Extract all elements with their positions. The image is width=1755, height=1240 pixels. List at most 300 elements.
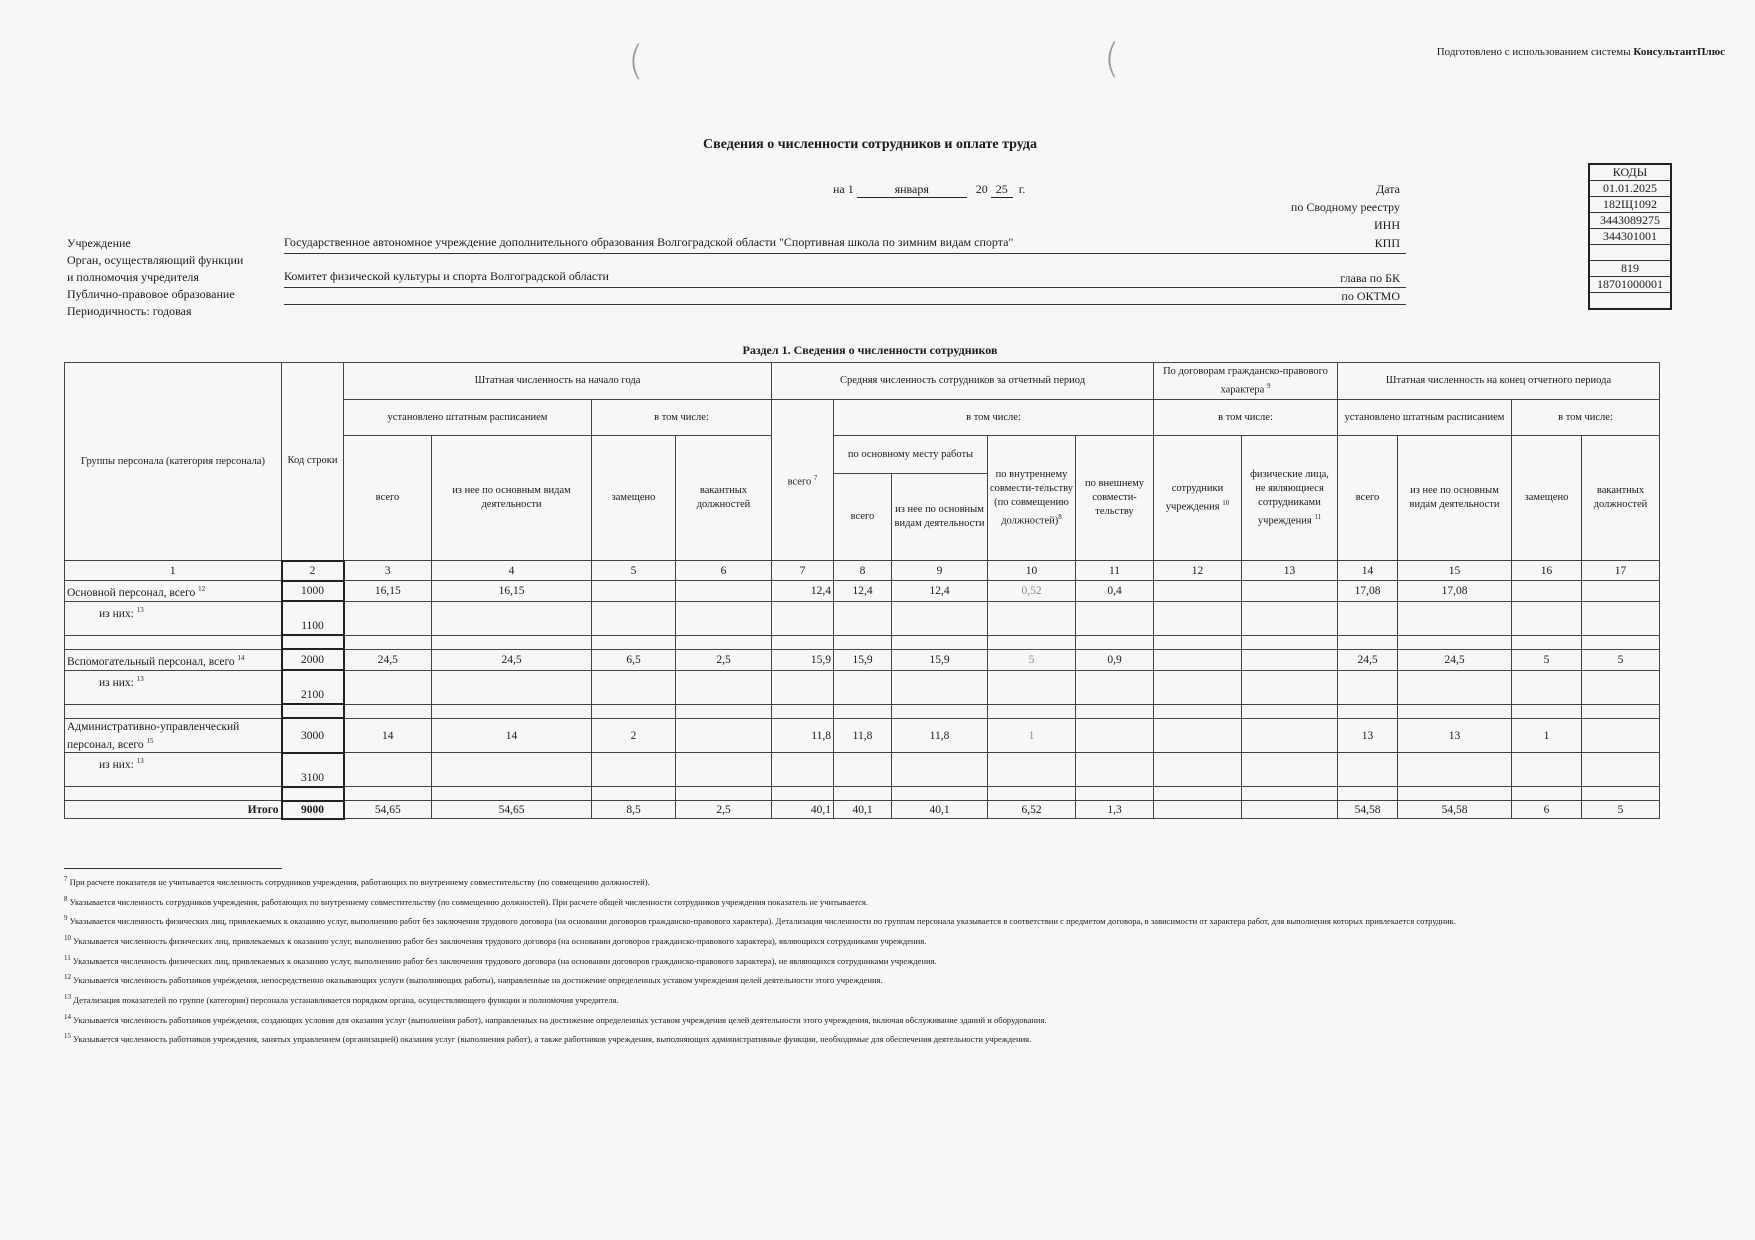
row-label-text: из них: xyxy=(99,607,134,620)
row-label xyxy=(65,649,282,670)
spacer-cell xyxy=(1154,787,1242,801)
header-vacant: вакантных должностей xyxy=(676,436,772,561)
footnote-number: 15 xyxy=(64,1032,71,1041)
header-total: всего xyxy=(1338,436,1398,561)
total-value: 40,1 xyxy=(772,801,834,819)
footnote-number: 8 xyxy=(64,894,68,903)
total-value: 54,58 xyxy=(1398,801,1512,819)
info-labels xyxy=(67,235,243,320)
header-avg: Средняя численность сотрудников за отчетный период xyxy=(772,363,1154,400)
footnote xyxy=(64,1011,1624,1027)
header-avg-total-text: всего xyxy=(787,476,812,488)
spacer-row xyxy=(65,787,1660,801)
prepared-brand: КонсультантПлюс xyxy=(1633,46,1725,58)
cell-value xyxy=(834,753,892,787)
header-incl: в том числе: xyxy=(592,400,772,436)
footnote-text: Детализация показателей по группе (категории) персонала устанавливается порядком органа, осуществляющего функции и полномочия учредителя. xyxy=(73,994,619,1005)
spacer-cell xyxy=(892,787,988,801)
cell-value xyxy=(1154,753,1242,787)
cell-value: 0,9 xyxy=(1076,649,1154,670)
spacer-cell xyxy=(988,635,1076,649)
spacer-cell xyxy=(1398,635,1512,649)
footnote xyxy=(64,971,1624,987)
cell-value: 12,4 xyxy=(772,581,834,602)
column-number: 12 xyxy=(1154,561,1242,581)
column-number: 5 xyxy=(592,561,676,581)
cell-value: 24,5 xyxy=(1338,649,1398,670)
spacer-cell xyxy=(432,704,592,718)
cell-value xyxy=(1582,670,1660,704)
header-end: Штатная численность на конец отчетного периода xyxy=(1338,363,1660,400)
column-number: 8 xyxy=(834,561,892,581)
table-row xyxy=(65,601,1660,635)
cell-value: 16,15 xyxy=(432,581,592,602)
column-numbers-row xyxy=(65,561,1660,581)
column-number: 4 xyxy=(432,561,592,581)
spacer-cell xyxy=(1582,635,1660,649)
cell-value xyxy=(1242,581,1338,602)
spacer-cell xyxy=(344,704,432,718)
cell-value xyxy=(1512,601,1582,635)
code-empty xyxy=(1589,293,1671,310)
cell-value xyxy=(432,753,592,787)
header-established: установлено штатным расписанием xyxy=(344,400,592,436)
total-value: 54,65 xyxy=(344,801,432,819)
date-suffix: г. xyxy=(1018,182,1026,196)
row-label xyxy=(65,601,282,635)
code-oktmo: 18701000001 xyxy=(1589,277,1671,293)
prepared-with-note xyxy=(1437,46,1725,58)
spacer-cell xyxy=(676,635,772,649)
spacer-cell xyxy=(344,787,432,801)
cell-value xyxy=(1582,718,1660,753)
footnote xyxy=(64,932,1624,948)
cell-value xyxy=(892,670,988,704)
row-label-footnote: 12 xyxy=(198,585,206,593)
spacer-cell xyxy=(834,787,892,801)
cell-value xyxy=(988,601,1076,635)
footnote-text: Указывается численность физических лиц, привлекаемых к оказанию услуг, выполнению работ без заключения трудового договора (на основании договоров гражданско-правового характера). Детализация численности по группам персонала указывается в соответствии с предметом договора, в зависимости от характера работ, для выполнения которых привлекается сотрудник. xyxy=(69,916,1457,927)
footnote-number: 9 xyxy=(64,914,68,923)
prepared-text: Подготовлено с использованием системы xyxy=(1436,46,1631,58)
code-bk: 819 xyxy=(1589,261,1671,277)
footnotes xyxy=(64,868,1624,1050)
cell-value xyxy=(1512,670,1582,704)
column-number: 1 xyxy=(65,561,282,581)
spacer-cell xyxy=(1076,704,1154,718)
spacer-cell xyxy=(282,635,344,649)
code-empty xyxy=(1589,245,1671,261)
cell-value xyxy=(1582,601,1660,635)
table-row xyxy=(65,718,1660,753)
rule xyxy=(284,253,1406,254)
code-registry: 182Щ1092 xyxy=(1589,197,1671,213)
header-main-activity: из нее по основным видам деятельности xyxy=(892,474,988,561)
header-persons-text: физические лица, не являющиеся сотрудниками учреждения xyxy=(1250,468,1329,527)
cell-value xyxy=(1076,718,1154,753)
spacer-cell xyxy=(1076,787,1154,801)
cell-value xyxy=(1338,670,1398,704)
label-public-entity: Публично-правовое образование xyxy=(67,287,235,301)
spacer-cell xyxy=(1076,635,1154,649)
footnote xyxy=(64,893,1624,909)
row-label-text: из них: xyxy=(99,759,134,772)
footnote-number: 7 xyxy=(64,875,68,883)
column-number: 9 xyxy=(892,561,988,581)
total-label: Итого xyxy=(65,801,282,819)
footnote-number: 14 xyxy=(64,1012,71,1021)
report-date xyxy=(833,182,1025,198)
cell-value: 17,08 xyxy=(1398,581,1512,602)
cell-value xyxy=(772,601,834,635)
cell-value xyxy=(772,753,834,787)
header-vacant: вакантных должностей xyxy=(1582,436,1660,561)
cell-value xyxy=(344,601,432,635)
spacer-cell xyxy=(65,704,282,718)
cell-value xyxy=(1582,581,1660,602)
footnote-separator xyxy=(64,868,282,869)
code-inn: 3443089275 xyxy=(1589,213,1671,229)
cell-value: 5 xyxy=(1512,649,1582,670)
hole-punch-mark: ( xyxy=(628,38,644,84)
cell-value xyxy=(1076,753,1154,787)
code-kpp: 344301001 xyxy=(1589,229,1671,245)
cell-value xyxy=(676,601,772,635)
code-label-oktmo: по ОКТМО xyxy=(1341,289,1400,303)
spacer-row xyxy=(65,704,1660,718)
footnote-text: Указывается численность работников учреждения, создающих условия для оказания услуг (выполнения работ), направленных на достижение определенных уставом учреждения целей деятельности этого учреждения, включая обслуживание зданий и оборудования. xyxy=(73,1014,1047,1025)
total-value: 5 xyxy=(1582,801,1660,819)
header-main-place: по основному месту работы xyxy=(834,436,988,474)
row-code: 3100 xyxy=(282,753,344,787)
header-external: по внешнему совмести-тельству xyxy=(1076,436,1154,561)
spacer-cell xyxy=(65,635,282,649)
section-title: Раздел 1. Сведения о численности сотрудников xyxy=(742,343,998,357)
row-label xyxy=(65,753,282,787)
code-date: 01.01.2025 xyxy=(1589,181,1671,197)
footnote-number: 13 xyxy=(64,992,71,1001)
date-prefix: на 1 xyxy=(833,182,854,196)
cell-value xyxy=(1154,718,1242,753)
row-label-text: из них: xyxy=(99,676,134,689)
header-start: Штатная численность на начало года xyxy=(344,363,772,400)
header-total: всего xyxy=(834,474,892,561)
total-code: 9000 xyxy=(282,801,344,819)
spacer-cell xyxy=(1338,787,1398,801)
label-periodicity: Периодичность: годовая xyxy=(67,304,192,318)
column-number: 16 xyxy=(1512,561,1582,581)
row-code: 2100 xyxy=(282,670,344,704)
total-value: 40,1 xyxy=(892,801,988,819)
spacer-cell xyxy=(1154,635,1242,649)
cell-value: 11,8 xyxy=(892,718,988,753)
total-value: 1,3 xyxy=(1076,801,1154,819)
cell-value: 24,5 xyxy=(432,649,592,670)
spacer-cell xyxy=(1154,704,1242,718)
footnote xyxy=(64,873,1624,889)
spacer-cell xyxy=(1512,704,1582,718)
header-gph-text: По договорам гражданско-правового характера xyxy=(1163,365,1328,396)
cell-value: 6,5 xyxy=(592,649,676,670)
cell-value: 0,52 xyxy=(988,581,1076,602)
spacer-cell xyxy=(1582,787,1660,801)
row-code: 2000 xyxy=(282,649,344,670)
cell-value xyxy=(1154,670,1242,704)
cell-value xyxy=(1076,601,1154,635)
cell-value xyxy=(432,601,592,635)
staff-table xyxy=(64,362,1660,820)
header-filled: замещено xyxy=(1512,436,1582,561)
rule xyxy=(284,304,1406,305)
founder-value: Комитет физической культуры и спорта Волгоградской области xyxy=(284,269,609,283)
cell-value xyxy=(1398,601,1512,635)
header-internal: по внутреннему совмести-тельству (по совмещению должностей)$^8$ xyxy=(988,436,1076,561)
cell-value: 2,5 xyxy=(676,649,772,670)
footnote-text: Указывается численность работников учреждения, занятых управлением (организацией) оказания услуг (выполнения работ), а также работников учреждения, выполняющих административные функции, необходимые для обеспечения деятельности учреждения. xyxy=(73,1034,1032,1045)
column-number: 7 xyxy=(772,561,834,581)
spacer-cell xyxy=(65,787,282,801)
hole-punch-mark: ( xyxy=(1104,36,1120,82)
cell-value: 24,5 xyxy=(344,649,432,670)
total-value: 8,5 xyxy=(592,801,676,819)
row-label-footnote: 13 xyxy=(136,674,144,683)
total-value xyxy=(1242,801,1338,819)
spacer-cell xyxy=(1338,704,1398,718)
cell-value xyxy=(344,670,432,704)
date-year: 25 xyxy=(991,182,1013,198)
spacer-cell xyxy=(592,635,676,649)
spacer-row xyxy=(65,635,1660,649)
header-staff-text: сотрудники учреждения xyxy=(1165,482,1224,513)
total-value: 54,65 xyxy=(432,801,592,819)
cell-value xyxy=(1338,753,1398,787)
header-avg-total: всего $^7$ xyxy=(772,400,834,561)
spacer-cell xyxy=(676,787,772,801)
cell-value xyxy=(1242,601,1338,635)
cell-value xyxy=(592,581,676,602)
cell-value xyxy=(1242,670,1338,704)
column-number: 11 xyxy=(1076,561,1154,581)
row-code: 1000 xyxy=(282,581,344,602)
spacer-cell xyxy=(1242,787,1338,801)
row-label xyxy=(65,670,282,704)
cell-value xyxy=(592,601,676,635)
row-label-footnote: 13 xyxy=(136,757,144,766)
total-row xyxy=(65,801,1660,819)
institution-value: Государственное автономное учреждение дополнительного образования Волгоградской области "Спортивная школа по зимним видам спорта" xyxy=(284,235,1014,249)
spacer-cell xyxy=(282,787,344,801)
spacer-cell xyxy=(834,635,892,649)
column-number: 13 xyxy=(1242,561,1338,581)
cell-value: 15,9 xyxy=(834,649,892,670)
cell-value: 12,4 xyxy=(892,581,988,602)
footnote-text: Указывается численность работников учреждения, непосредственно оказывающих услуги (выполняющих работы), направленные на достижение определенных уставом учреждения целей деятельности этого учреждения. xyxy=(73,975,883,986)
cell-value: 2 xyxy=(592,718,676,753)
table-row xyxy=(65,649,1660,670)
header-established: установлено штатным расписанием xyxy=(1338,400,1512,436)
code-label-inn: ИНН xyxy=(1374,218,1400,232)
footnote-number: 10 xyxy=(64,933,71,942)
cell-value xyxy=(1076,670,1154,704)
column-number: 14 xyxy=(1338,561,1398,581)
spacer-cell xyxy=(892,704,988,718)
codes-header: КОДЫ xyxy=(1589,164,1671,181)
header-groups: Группы персонала (категория персонала) xyxy=(65,363,282,561)
footnote xyxy=(64,1030,1624,1046)
spacer-cell xyxy=(1398,787,1512,801)
cell-value xyxy=(834,601,892,635)
spacer-cell xyxy=(1242,704,1338,718)
column-number: 17 xyxy=(1582,561,1660,581)
row-code: 3000 xyxy=(282,718,344,753)
footnote xyxy=(64,912,1624,928)
cell-value xyxy=(988,670,1076,704)
header-main-activity: из нее по основным видам деятельности xyxy=(1398,436,1512,561)
cell-value: 1 xyxy=(1512,718,1582,753)
date-month: января xyxy=(857,182,967,198)
code-label-registry: по Сводному реестру xyxy=(1290,200,1400,214)
cell-value xyxy=(432,670,592,704)
cell-value: 11,8 xyxy=(834,718,892,753)
cell-value: 16,15 xyxy=(344,581,432,602)
cell-value xyxy=(1398,670,1512,704)
spacer-cell xyxy=(592,704,676,718)
header-total: всего xyxy=(344,436,432,561)
cell-value xyxy=(1154,649,1242,670)
cell-value: 14 xyxy=(432,718,592,753)
cell-value: 12,4 xyxy=(834,581,892,602)
cell-value xyxy=(1512,753,1582,787)
column-number: 15 xyxy=(1398,561,1512,581)
row-label-text: Основной персонал, всего xyxy=(67,586,196,599)
cell-value: 15,9 xyxy=(892,649,988,670)
row-label-text: Вспомогательный персонал, всего xyxy=(67,655,235,668)
date-year-prefix: 20 xyxy=(975,182,988,196)
cell-value xyxy=(1398,753,1512,787)
cell-value xyxy=(988,753,1076,787)
cell-value: 24,5 xyxy=(1398,649,1512,670)
cell-value xyxy=(1242,718,1338,753)
total-value: 54,58 xyxy=(1338,801,1398,819)
row-label-footnote: 14 xyxy=(237,653,245,662)
footnote-text: Указывается численность физических лиц, привлекаемых к оказанию услуг, выполнению работ без заключения трудового договора (на основании договоров гражданско-правового характера), являющихся сотрудниками учреждения. xyxy=(73,935,927,946)
table-row xyxy=(65,581,1660,602)
footnote-number: 12 xyxy=(64,973,71,982)
spacer-cell xyxy=(1582,704,1660,718)
header-code: Код строки xyxy=(282,363,344,561)
column-number: 6 xyxy=(676,561,772,581)
cell-value: 14 xyxy=(344,718,432,753)
spacer-cell xyxy=(592,787,676,801)
spacer-cell xyxy=(772,635,834,649)
row-label-text: Административно-управленческий персонал, всего xyxy=(67,720,240,751)
cell-value xyxy=(1154,581,1242,602)
column-number: 2 xyxy=(282,561,344,581)
spacer-cell xyxy=(344,635,432,649)
spacer-cell xyxy=(988,704,1076,718)
spacer-cell xyxy=(432,635,592,649)
spacer-cell xyxy=(676,704,772,718)
cell-value: 15,9 xyxy=(772,649,834,670)
label-institution: Учреждение xyxy=(67,236,131,250)
row-label-footnote: 15 xyxy=(146,736,154,745)
cell-value xyxy=(1242,753,1338,787)
code-label-kpp: КПП xyxy=(1374,236,1400,250)
cell-value: 11,8 xyxy=(772,718,834,753)
spacer-cell xyxy=(1512,787,1582,801)
label-founder-1: Орган, осуществляющий функции xyxy=(67,253,244,267)
total-value: 2,5 xyxy=(676,801,772,819)
row-label xyxy=(65,718,282,753)
cell-value xyxy=(834,670,892,704)
cell-value xyxy=(592,753,676,787)
code-label-bk: глава по БК xyxy=(1340,271,1400,285)
cell-value xyxy=(1512,581,1582,602)
page-title: Сведения о численности сотрудников и оплате труда xyxy=(703,137,1037,152)
spacer-cell xyxy=(1398,704,1512,718)
footnote-number: 11 xyxy=(64,953,71,962)
header-internal-text: по внутреннему совмести-тельству (по совмещению должностей) xyxy=(990,468,1073,527)
header-filled: замещено xyxy=(592,436,676,561)
cell-value: 5 xyxy=(1582,649,1660,670)
cell-value: 0,4 xyxy=(1076,581,1154,602)
total-value: 6 xyxy=(1512,801,1582,819)
row-label-footnote: 13 xyxy=(136,605,144,614)
cell-value xyxy=(892,601,988,635)
cell-value xyxy=(676,670,772,704)
header-incl: в том числе: xyxy=(1512,400,1660,436)
cell-value xyxy=(892,753,988,787)
footnote xyxy=(64,952,1624,968)
row-code: 1100 xyxy=(282,601,344,635)
cell-value: 13 xyxy=(1338,718,1398,753)
cell-value xyxy=(1338,601,1398,635)
total-value: 40,1 xyxy=(834,801,892,819)
table-row xyxy=(65,753,1660,787)
codes-table xyxy=(1588,163,1672,310)
footnote-text: Указывается численность сотрудников учреждения, работающих по внутреннему совместительству (по совмещению должностей). При расчете общей численности сотрудников учреждения показатель не учитывается. xyxy=(69,896,869,907)
spacer-cell xyxy=(772,787,834,801)
spacer-cell xyxy=(988,787,1076,801)
cell-value: 5 xyxy=(988,649,1076,670)
row-label xyxy=(65,581,282,602)
column-number: 10 xyxy=(988,561,1076,581)
total-value: 6,52 xyxy=(988,801,1076,819)
label-founder-2: и полномочия учредителя xyxy=(67,270,199,284)
footnote-text: При расчете показателя не учитывается численность сотрудников учреждения, работающих по внутреннему совместительству (по совмещению должностей). xyxy=(69,876,650,887)
footnote-text: Указывается численность физических лиц, привлекаемых к оказанию услуг, выполнению работ без заключения трудового договора (на основании договоров гражданско-правового характера), не являющихся сотрудниками учреждения. xyxy=(72,955,937,966)
header-staff: сотрудники учреждения $^{10}$ xyxy=(1154,436,1242,561)
spacer-cell xyxy=(1242,635,1338,649)
spacer-cell xyxy=(892,635,988,649)
spacer-cell xyxy=(834,704,892,718)
cell-value: 17,08 xyxy=(1338,581,1398,602)
cell-value: 13 xyxy=(1398,718,1512,753)
table-row xyxy=(65,670,1660,704)
spacer-cell xyxy=(432,787,592,801)
cell-value xyxy=(1154,601,1242,635)
spacer-cell xyxy=(282,704,344,718)
cell-value xyxy=(676,581,772,602)
spacer-cell xyxy=(772,704,834,718)
header-persons: физические лица, не являющиеся сотрудниками учреждения $^{11}$ xyxy=(1242,436,1338,561)
header-incl: в том числе: xyxy=(1154,400,1338,436)
cell-value xyxy=(1582,753,1660,787)
header-gph: По договорам гражданско-правового характера $^9$ xyxy=(1154,363,1338,400)
column-number: 3 xyxy=(344,561,432,581)
cell-value xyxy=(344,753,432,787)
cell-value xyxy=(592,670,676,704)
